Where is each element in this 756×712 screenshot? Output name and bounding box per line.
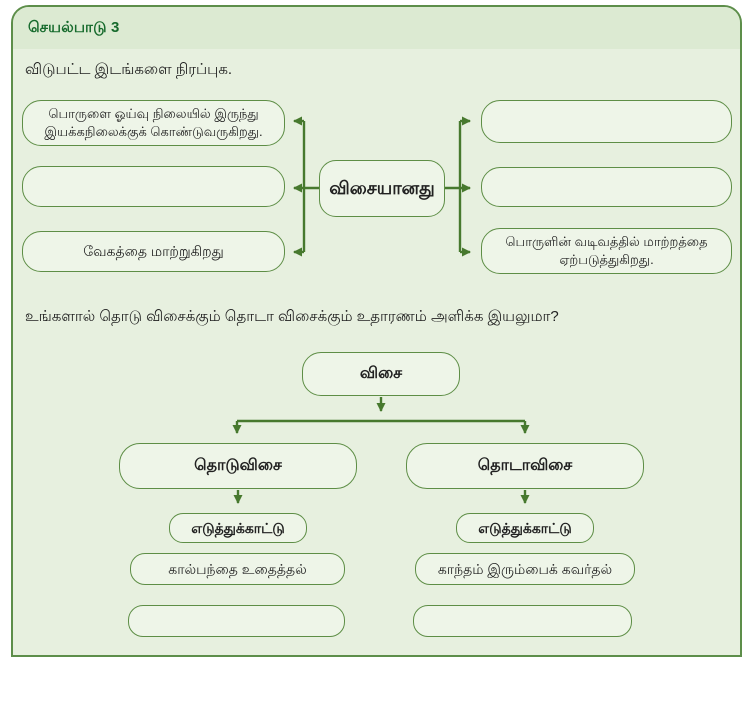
contact-example-label-box: எடுத்துக்காட்டு — [169, 513, 307, 543]
effect-right-box-3: பொருளின் வடிவத்தில் மாற்றத்தை ஏற்படுத்துகிறது. — [481, 228, 732, 274]
effect-right-box-1-blank[interactable] — [481, 100, 732, 143]
effect-left-box-1: பொருளை ஓய்வு நிலையில் இருந்து இயக்கநிலைக்குக் கொண்டுவருகிறது. — [22, 100, 285, 146]
fill-blanks-instruction: விடுபட்ட இடங்களை நிரப்புக. — [25, 61, 233, 78]
activity-title: செயல்பாடு 3 — [28, 19, 120, 36]
contact-force-box: தொடுவிசை — [119, 443, 357, 489]
contact-example-box: கால்பந்தை உதைத்தல் — [130, 553, 345, 585]
effect-right-box-2-blank[interactable] — [481, 167, 732, 207]
contact-blank-box[interactable] — [128, 605, 345, 637]
examples-question: உங்களால் தொடு விசைக்கும் தொடா விசைக்கும் உதாரணம் அளிக்க இயலுமா? — [25, 308, 559, 325]
tree-root-force-box: விசை — [302, 352, 460, 396]
noncontact-blank-box[interactable] — [413, 605, 632, 637]
noncontact-example-box: காந்தம் இரும்பைக் கவர்தல் — [415, 553, 635, 585]
force-center-box: விசையானது — [319, 160, 445, 217]
effect-left-box-3: வேகத்தை மாற்றுகிறது — [22, 231, 285, 272]
effect-left-box-2-blank[interactable] — [22, 166, 285, 207]
activity-title-band — [13, 7, 740, 49]
noncontact-example-label-box: எடுத்துக்காட்டு — [456, 513, 594, 543]
noncontact-force-box: தொடாவிசை — [406, 443, 644, 489]
